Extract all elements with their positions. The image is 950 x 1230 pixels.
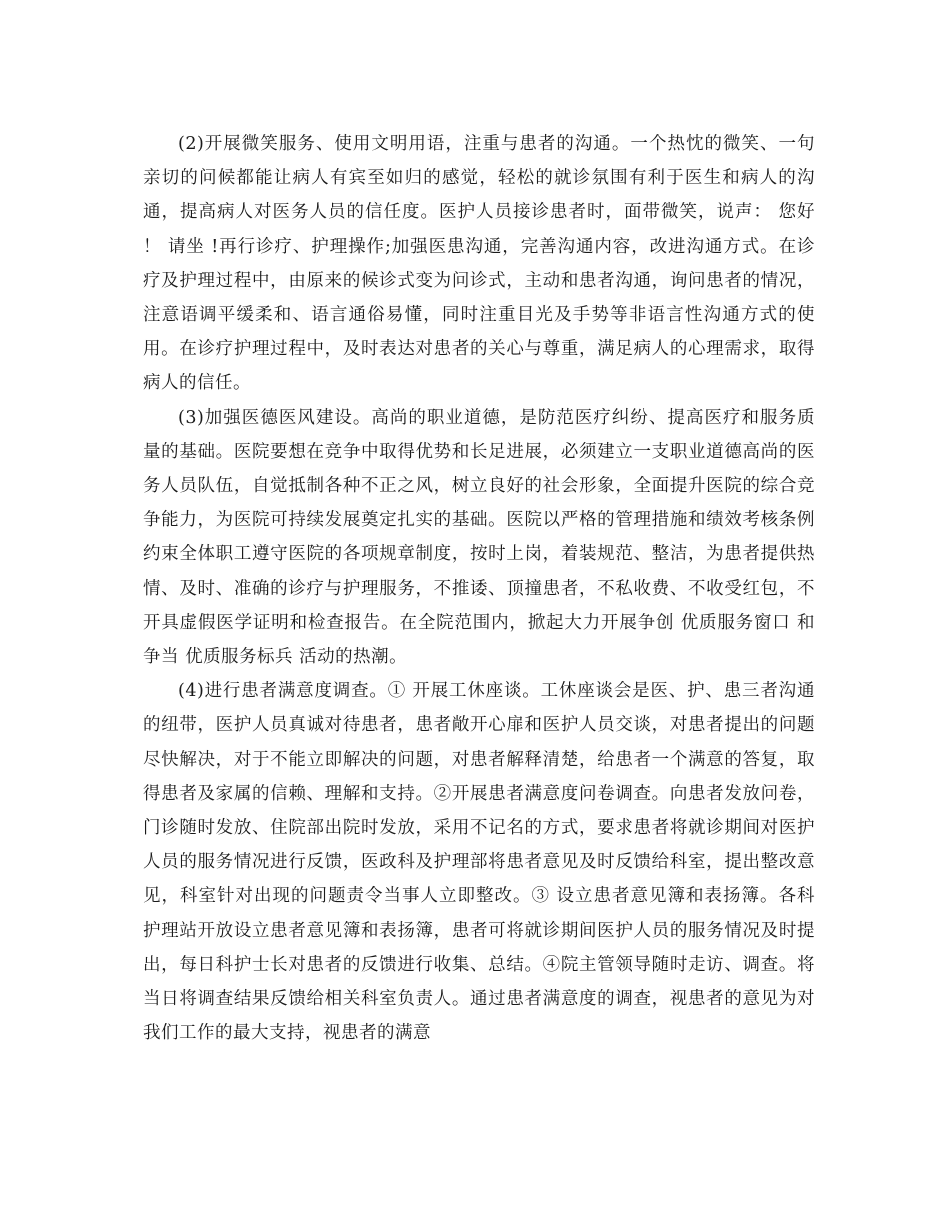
document-page [143, 127, 815, 1050]
paragraph-smile-service: (2)开展微笑服务、使用文明用语，注重与患者的沟通。一个热忱的微笑、一句亲切的问候都能让病人有宾至如归的感觉，轻松的就诊氛围有利于医生和病人的沟通，提高病人对医务人员的信任度。医护人员接诊患者时，面带微笑，说声： 您好 ！ 请坐 !再行诊疗、护理操作;加强医患沟通，完善沟通内容，改进沟通方式。在诊疗及护理过程中，由原来的候诊式变为问诊式，主动和患者沟通，询问患者的情况，注意语调平缓柔和、语言通俗易懂，同时注重目光及手势等非语言性沟通方式的使用。在诊疗护理过程中，及时表达对患者的关心与尊重，满足病人的心理需求，取得病人的信任。 [143, 134, 815, 394]
paragraph-medical-ethics: (3)加强医德医风建设。高尚的职业道德，是防范医疗纠纷、提高医疗和服务质量的基础。医院要想在竞争中取得优势和长足进展，必须建立一支职业道德高尚的医务人员队伍，自觉抵制各种不正之风，树立良好的社会形象，全面提升医院的综合竞争能力，为医院可持续发展奠定扎实的基础。医院以严格的管理措施和绩效考核条例约束全体职工遵守医院的各项规章制度，按时上岗，着装规范、整洁，为患者提供热情、及时、准确的诊疗与护理服务，不推诿、顶撞患者，不私收费、不收受红包，不开具虚假医学证明和检查报告。在全院范围内，掀起大力开展争创 优质服务窗口 和争当 优质服务标兵 活动的热潮。 [143, 407, 815, 668]
paragraph-satisfaction-survey: (4)进行患者满意度调查。① 开展工休座谈。工休座谈会是医、护、患三者沟通的纽带，医护人员真诚对待患者，患者敞开心扉和医护人员交谈，对患者提出的问题尽快解决，对于不能立即解决的问题，对患者解释清楚，给患者一个满意的答复，取得患者及家属的信赖、理解和支持。②开展患者满意度问卷调查。向患者发放问卷，门诊随时发放、住院部出院时发放，采用不记名的方式，要求患者将就诊期间对医护人员的服务情况进行反馈，医政科及护理部将患者意见及时反馈给科室，提出整改意见，科室针对出现的问题责令当事人立即整改。③ 设立患者意见簿和表扬簿。各科护理站开放设立患者意见簿和表扬簿，患者可将就诊期间医护人员的服务情况及时提出，每日科护士长对患者的反馈进行收集、总结。④院主管领导随时走访、调查。将当日将调查结果反馈给相关科室负责人。通过患者满意度的调查，视患者的意见为对我们工作的最大支持，视患者的满意 [143, 681, 815, 1044]
